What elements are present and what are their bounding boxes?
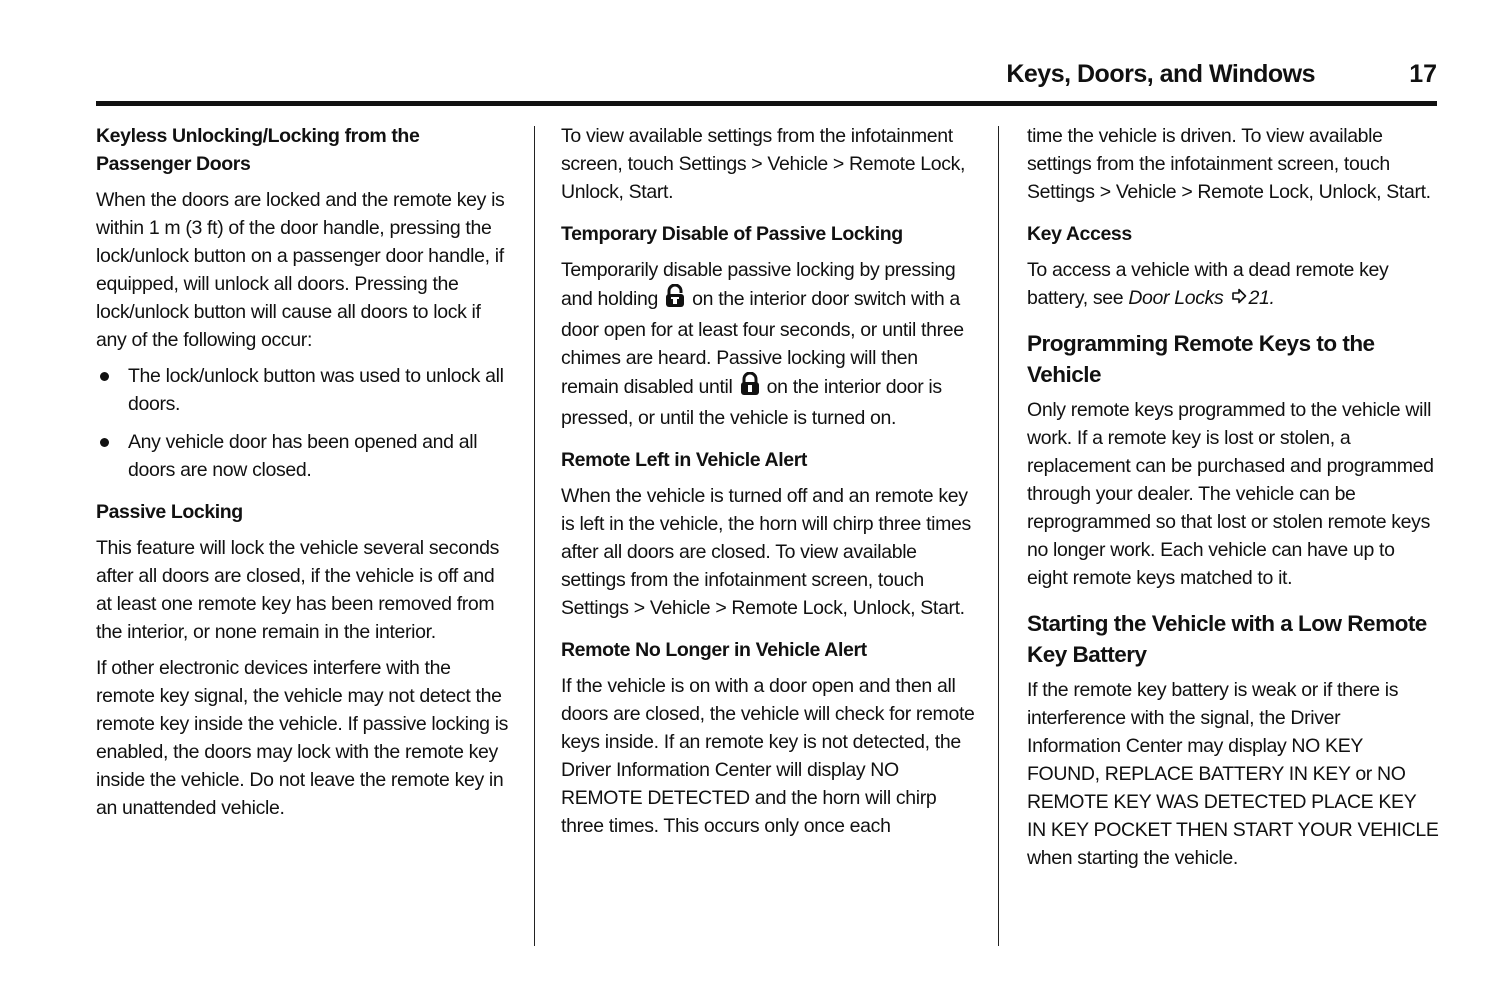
column-3 xyxy=(1027,122,1439,880)
continued-paragraph: time the vehicle is driven. To view available settings from the infotainment screen, touch Settings > Vehicle > Remote Lock, Unlock, Start. xyxy=(1027,125,1431,203)
bullet-text: The lock/unlock button was used to unlock all doors. xyxy=(128,365,504,415)
temporary-disable-text-2: on the interior door switch with a door open for at least four seconds, or until three chimes are heard. Passive locking will then remain disabled until xyxy=(561,288,964,398)
key-access-heading: Key Access xyxy=(1027,223,1132,245)
header-rule xyxy=(96,101,1437,106)
programming-paragraph: Only remote keys programmed to the vehicle will work. If a remote key is lost or stolen, a replacement can be purchased and programmed through your dealer. The vehicle can be reprogrammed so that lost or stolen remote keys no longer work. Each vehicle can have up to eight remote keys matched to it. xyxy=(1027,399,1434,589)
column-1 xyxy=(96,122,511,830)
column-divider xyxy=(998,126,999,946)
settings-paragraph: To view available settings from the infotainment screen, touch Settings > Vehicle > Remote Lock, Unlock, Start. xyxy=(561,125,966,203)
temporary-disable-text-1: Temporarily disable passive locking by pressing and holding xyxy=(561,259,956,310)
passive-locking-paragraph-2: If other electronic devices interfere with the remote key signal, the vehicle may not detect the remote key inside the vehicle. If passive locking is enabled, the doors may lock with the remote key inside the vehicle. Do not leave the remote key in an unattended vehicle. xyxy=(96,657,509,819)
page-header-title: Keys, Doors, and Windows xyxy=(1006,60,1315,88)
list-item xyxy=(96,362,511,418)
remote-no-longer-heading: Remote No Longer in Vehicle Alert xyxy=(561,639,867,661)
column-divider xyxy=(534,126,535,946)
temporary-disable-paragraph xyxy=(561,256,976,432)
remote-left-paragraph: When the vehicle is turned off and an remote key is left in the vehicle, the horn will chirp three times after all doors are closed. To view available settings from the infotainment screen, touch Settings > Vehicle > Remote Lock, Unlock, Start. xyxy=(561,485,971,619)
temporary-disable-text-3: on the interior door is pressed, or until the vehicle is turned on. xyxy=(561,376,942,429)
starting-low-battery-paragraph: If the remote key battery is weak or if there is interference with the signal, the Driver Information Center may display NO KEY FOUND, REPLACE BATTERY IN KEY or NO REMOTE KEY WAS DETECTED PLACE KEY IN KEY POCKET THEN START YOUR VEHICLE when starting the vehicle. xyxy=(1027,679,1439,869)
key-access-text: To access a vehicle with a dead remote key battery, see xyxy=(1027,259,1389,309)
list-item xyxy=(96,428,511,484)
unlock-icon xyxy=(665,284,685,316)
keyless-paragraph: When the doors are locked and the remote key is within 1 m (3 ft) of the door handle, pressing the lock/unlock button on a passenger door handle, if equipped, will unlock all doors. Pressing the lock/unlock button will cause all doors to lock if any of the following occur: xyxy=(96,189,505,351)
passive-locking-heading: Passive Locking xyxy=(96,501,243,523)
passive-locking-paragraph-1: This feature will lock the vehicle several seconds after all doors are closed, if the vehicle is off and at least one remote key has been removed from the interior, or none remain in the interior. xyxy=(96,537,500,643)
starting-low-battery-heading: Starting the Vehicle with a Low Remote Key Battery xyxy=(1027,611,1427,667)
keyless-bullet-list xyxy=(96,362,511,484)
programming-heading: Programming Remote Keys to the Vehicle xyxy=(1027,331,1375,387)
key-access-paragraph xyxy=(1027,256,1439,312)
lock-icon xyxy=(740,372,760,404)
keyless-heading: Keyless Unlocking/Locking from the Passenger Doors xyxy=(96,125,420,175)
door-locks-link[interactable]: Door Locks xyxy=(1128,287,1224,309)
bullet-text: Any vehicle door has been opened and all doors are now closed. xyxy=(128,431,478,481)
column-2 xyxy=(561,122,976,848)
bullet-icon xyxy=(100,438,109,447)
remote-no-longer-paragraph: If the vehicle is on with a door open and then all doors are closed, the vehicle will check for remote keys inside. If an remote key is not detected, the Driver Information Center will display NO REMOTE DETECTED and the horn will chirp three times. This occurs only once each xyxy=(561,675,975,837)
temporary-disable-heading: Temporary Disable of Passive Locking xyxy=(561,223,903,245)
page-number: 17 xyxy=(1409,60,1437,88)
cross-reference-arrow-icon xyxy=(1231,284,1247,312)
remote-left-heading: Remote Left in Vehicle Alert xyxy=(561,449,807,471)
bullet-icon xyxy=(100,372,109,381)
door-locks-page-ref[interactable]: 21. xyxy=(1248,287,1275,309)
